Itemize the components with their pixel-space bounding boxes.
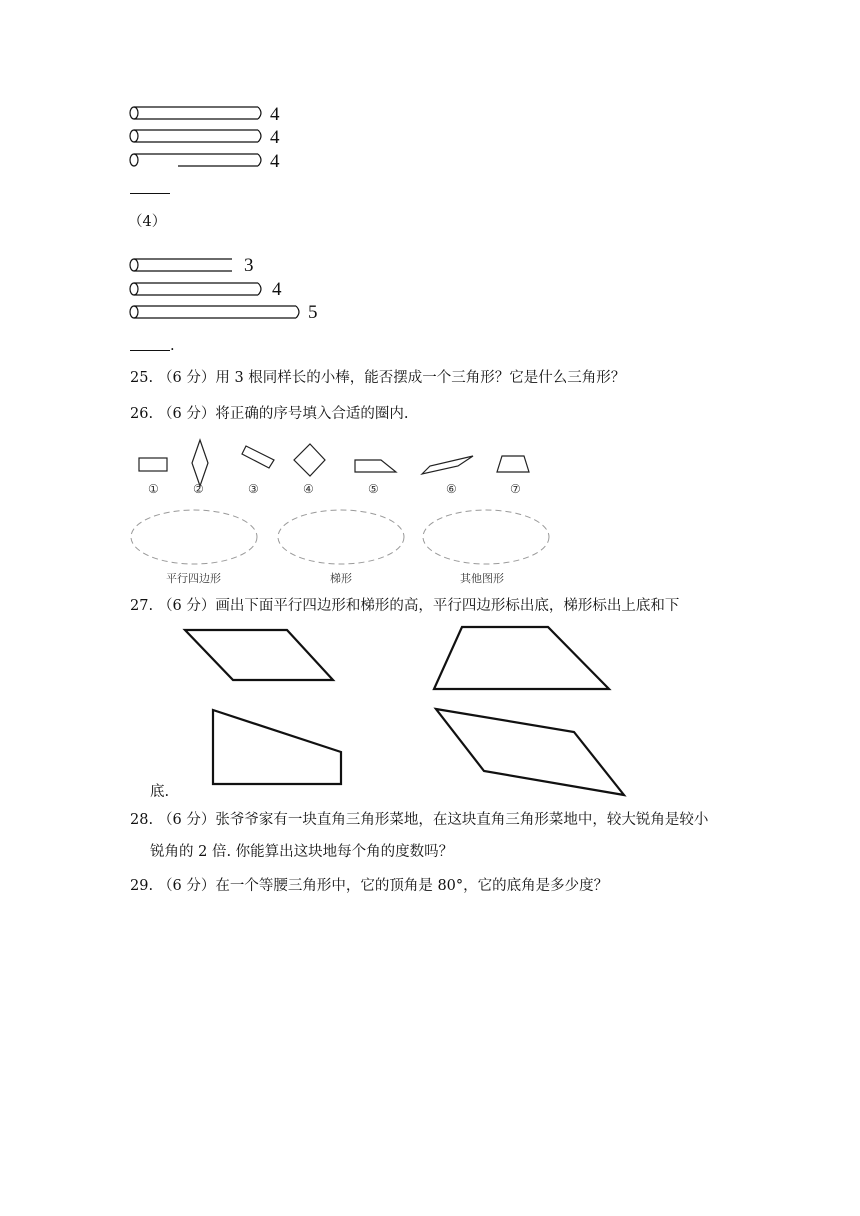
q25-number: 25. [130,370,154,386]
shape-number-4: ④ [303,482,314,496]
q26-number: 26. [130,406,154,422]
stick-5 [128,281,268,297]
q26-text: （6 分）将正确的序号填入合适的圈内. [158,406,409,422]
part4-label: （4） [128,214,167,230]
answer-end-mark: . [170,338,175,354]
shape-figure [128,436,568,586]
q28-text: （6 分）张爷爷家有一块直角三角形菜地，在这块直角三角形菜地中，较大锐角是较小 [158,812,709,828]
stick-6-length: 5 [308,302,318,323]
shape-5-trapezoid [355,460,396,472]
oval-label-other: 其他图形 [460,572,504,585]
stick-3-length: 4 [270,151,280,172]
stick-4 [128,257,238,273]
q28-number: 28. [130,812,154,828]
trapezoid-1 [434,627,609,689]
shape-3-parallelogram [242,446,274,468]
q27-number: 27. [130,598,154,614]
q29-text: （6 分）在一个等腰三角形中，它的顶角是 80°，它的底角是多少度？ [158,878,609,894]
answer-blank-4[interactable] [130,350,170,351]
stick-1 [128,105,268,121]
answer-blank-3[interactable] [130,193,170,194]
stick-2 [128,128,268,144]
stick-2-length: 4 [270,127,280,148]
shape-6-parallelogram [422,456,473,474]
shape-4-square [294,444,325,476]
stick-6 [128,304,308,320]
shape-7-trapezoid [497,456,529,472]
stick-5-length: 4 [272,279,282,300]
oval-trapezoid [278,510,404,564]
stick-4-length: 3 [244,255,254,276]
shape-number-1: ① [148,482,159,496]
shape-number-3: ③ [248,482,259,496]
shape-number-6: ⑥ [446,482,457,496]
shape-number-7: ⑦ [510,482,521,496]
q28-continuation: 锐角的 2 倍. 你能算出这块地每个角的度数吗？ [150,844,454,860]
shape-2-rhombus [192,440,208,486]
oval-parallelogram [131,510,257,564]
shape-number-5: ⑤ [368,482,379,496]
shape-number-2: ② [193,482,204,496]
trapezoid-2 [213,710,341,784]
oval-label-parallelogram: 平行四边形 [166,572,221,585]
q25-text: （6 分）用 3 根同样长的小棒，能否摆成一个三角形？它是什么三角形？ [158,370,626,386]
stick-3 [128,152,268,168]
shape-1-rectangle [139,458,167,471]
q27-text: （6 分）画出下面平行四边形和梯形的高，平行四边形标出底，梯形标出上底和下 [158,598,680,614]
q29-number: 29. [130,878,154,894]
parallelogram-1 [185,630,333,680]
q27-figure [180,620,640,800]
parallelogram-2 [436,709,624,795]
stick-1-length: 4 [270,104,280,125]
q27-continuation: 底. [150,784,170,800]
oval-other [423,510,549,564]
oval-label-trapezoid: 梯形 [330,572,352,585]
